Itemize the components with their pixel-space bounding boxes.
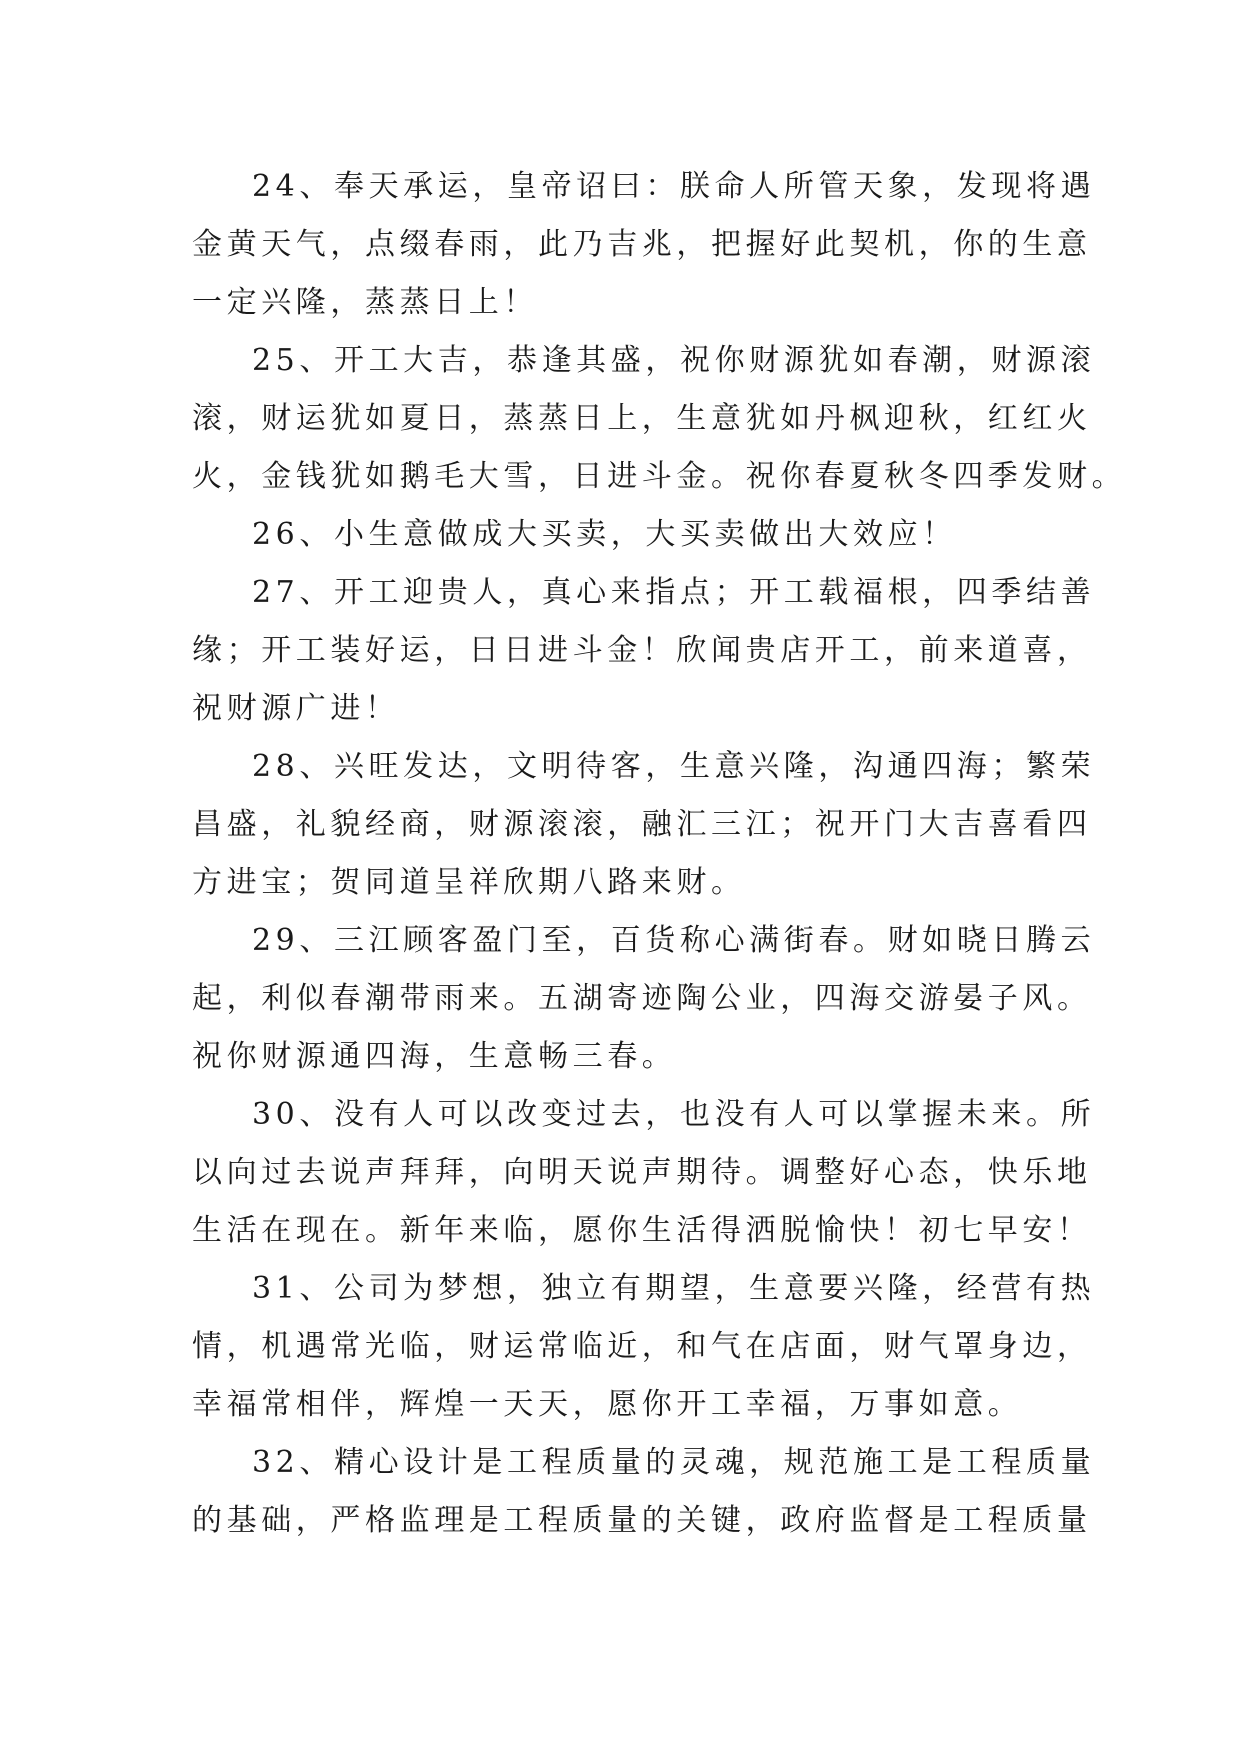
paragraph-line: 26、小生意做成大买卖，大买卖做出大效应！ — [252, 517, 957, 552]
paragraph-31 — [192, 1260, 1096, 1434]
paragraph-30 — [192, 1086, 1096, 1260]
paragraph-line: 28、兴旺发达，文明待客，生意兴隆，沟通四海；繁荣 — [252, 749, 1096, 784]
paragraph-line: 祝财源广进！ — [192, 691, 400, 726]
paragraph-line: 25、开工大吉，恭逢其盛，祝你财源犹如春潮，财源滚 — [252, 343, 1096, 378]
paragraph-27 — [192, 564, 1096, 738]
paragraph-line: 31、公司为梦想，独立有期望，生意要兴隆，经营有热 — [252, 1271, 1096, 1306]
paragraph-line: 祝你财源通四海，生意畅三春。 — [192, 1039, 677, 1074]
paragraph-line: 方进宝；贺同道呈祥欣期八路来财。 — [192, 865, 746, 900]
paragraph-28 — [192, 738, 1096, 912]
document-body — [192, 158, 1127, 1550]
paragraph-line: 火，金钱犹如鹅毛大雪，日进斗金。祝你春夏秋冬四季发财。 — [192, 459, 1127, 494]
paragraph-line: 一定兴隆，蒸蒸日上！ — [192, 285, 538, 320]
paragraph-line: 24、奉天承运，皇帝诏曰：朕命人所管天象，发现将遇 — [252, 169, 1096, 204]
paragraph-line: 起，利似春潮带雨来。五湖寄迹陶公业，四海交游晏子风。 — [192, 981, 1092, 1016]
paragraph-line: 情，机遇常光临，财运常临近，和气在店面，财气罩身边， — [192, 1329, 1092, 1364]
paragraph-line: 以向过去说声拜拜，向明天说声期待。调整好心态，快乐地 — [192, 1155, 1092, 1190]
paragraph-29 — [192, 912, 1096, 1086]
paragraph-line: 昌盛，礼貌经商，财源滚滚，融汇三江；祝开门大吉喜看四 — [192, 807, 1092, 842]
paragraph-line: 生活在现在。新年来临，愿你生活得洒脱愉快！初七早安！ — [192, 1213, 1092, 1248]
paragraph-line: 27、开工迎贵人，真心来指点；开工载福根，四季结善 — [252, 575, 1096, 610]
paragraph-line: 金黄天气，点缀春雨，此乃吉兆，把握好此契机，你的生意 — [192, 227, 1092, 262]
paragraph-line: 30、没有人可以改变过去，也没有人可以掌握未来。所 — [252, 1097, 1096, 1132]
paragraph-25 — [192, 332, 1127, 506]
paragraph-26 — [192, 506, 1052, 564]
paragraph-line: 的基础，严格监理是工程质量的关键，政府监督是工程质量 — [192, 1503, 1092, 1538]
paragraph-line: 缘；开工装好运，日日进斗金！欣闻贵店开工，前来道喜， — [192, 633, 1092, 668]
paragraph-line: 32、精心设计是工程质量的灵魂，规范施工是工程质量 — [252, 1445, 1096, 1480]
paragraph-line: 滚，财运犹如夏日，蒸蒸日上，生意犹如丹枫迎秋，红红火 — [192, 401, 1092, 436]
paragraph-24 — [192, 158, 1096, 332]
paragraph-line: 29、三江顾客盈门至，百货称心满街春。财如晓日腾云 — [252, 923, 1096, 958]
paragraph-32 — [192, 1434, 1096, 1550]
paragraph-line: 幸福常相伴，辉煌一天天，愿你开工幸福，万事如意。 — [192, 1387, 1023, 1422]
